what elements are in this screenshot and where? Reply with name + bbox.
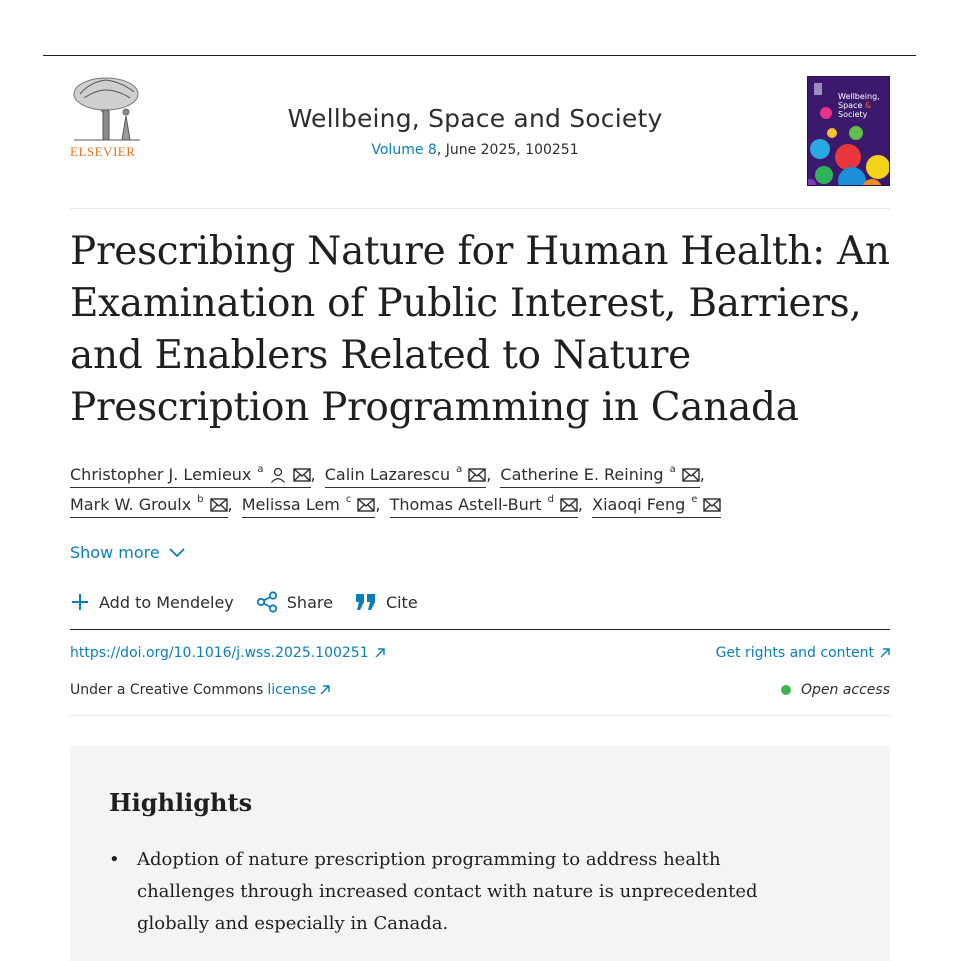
open-access-badge [781,682,890,698]
author-affiliation: b [197,494,204,505]
get-rights-link[interactable] [716,645,890,661]
cite-button[interactable] [355,593,418,612]
person-icon [270,467,286,483]
author-separator: , [227,495,233,514]
author-name: Calin Lazarescu [324,465,451,484]
author-link[interactable] [70,464,311,488]
license-link[interactable]: license [267,682,317,698]
svg-text:Space &: Space & [838,101,872,110]
journal-title[interactable]: Wellbeing, Space and Society [287,104,663,133]
meta-divider [70,715,890,716]
add-to-mendeley-label: Add to Mendeley [99,592,234,612]
envelope-icon [703,498,721,512]
share-button[interactable] [256,591,333,613]
author-affiliation: c [345,494,352,505]
envelope-icon [682,468,700,482]
svg-text:Wellbeing,: Wellbeing, [838,92,880,101]
author-name: Christopher J. Lemieux [70,465,252,484]
license-notice [70,682,330,698]
journal-cover-image[interactable] [807,76,890,186]
cite-label: Cite [385,592,418,612]
elsevier-tree-logo-icon[interactable] [70,76,144,160]
highlights-title: Highlights [109,788,253,817]
author-link[interactable] [592,494,721,518]
author-name: Melissa Lem [241,495,340,514]
envelope-icon [357,498,375,512]
license-prefix: Under a Creative Commons [70,682,264,698]
article-title: Prescribing Nature for Human Health: An Examination of Public Interest, Barriers, and Enablers Related to Nature Prescription Programming in Canada [70,229,890,430]
author-link[interactable] [242,494,376,518]
author-separator: , [375,495,381,514]
show-more-label: Show more [70,543,160,562]
svg-text:Society: Society [838,110,868,119]
author-affiliation: e [691,494,698,505]
chevron-down-icon [168,547,186,559]
author-link[interactable] [70,494,228,518]
share-label: Share [286,592,333,612]
envelope-icon [560,498,578,512]
author-name: Mark W. Groulx [70,495,192,514]
author-affiliation: a [669,464,676,475]
issue-date: , June 2025, 100251 [436,142,579,158]
volume-link[interactable]: Volume 8 [371,142,437,158]
article-actions [70,591,418,613]
add-to-mendeley-button[interactable] [70,592,234,612]
highlights-list [109,844,789,940]
external-link-arrow-icon [320,685,330,695]
author-separator: , [577,495,584,514]
quote-icon [355,593,377,611]
author-list [70,460,890,520]
external-link-arrow-icon [375,648,385,658]
author-link[interactable] [390,494,578,518]
journal-header [70,76,890,186]
highlight-item: • Adoption of nature prescription programming to address health challenges through increased contact with nature is unprecedented globally and especially in Canada. [109,844,789,940]
external-link-arrow-icon [880,648,890,658]
author-name: Catherine E. Reining [500,465,664,484]
author-affiliation: a [257,464,264,475]
envelope-icon [293,468,311,482]
envelope-icon [468,468,486,482]
author-name: Xiaoqi Feng [592,495,686,514]
author-separator: , [699,465,705,484]
author-affiliation: a [456,464,463,475]
doi-link[interactable] [70,645,385,661]
top-rule [43,55,916,56]
author-link[interactable] [500,464,699,488]
header-divider [70,208,890,209]
author-name: Thomas Astell-Burt [389,495,542,514]
journal-issue-meta [220,142,730,158]
envelope-icon [210,498,228,512]
share-icon [256,591,278,613]
author-separator: , [310,465,316,484]
author-affiliation: d [547,494,554,505]
plus-icon [70,592,90,612]
open-access-label: Open access [800,682,890,698]
author-link[interactable] [325,464,487,488]
journal-info [220,104,730,158]
highlights-section [70,746,890,961]
actions-divider [70,629,890,630]
publisher-name: ELSEVIER [70,144,136,159]
author-separator: , [486,465,492,484]
show-more-button[interactable] [70,543,186,562]
open-access-dot-icon [781,685,791,695]
doi-text: https://doi.org/10.1016/j.wss.2025.100251 [70,645,369,661]
get-rights-label: Get rights and content [715,645,874,661]
